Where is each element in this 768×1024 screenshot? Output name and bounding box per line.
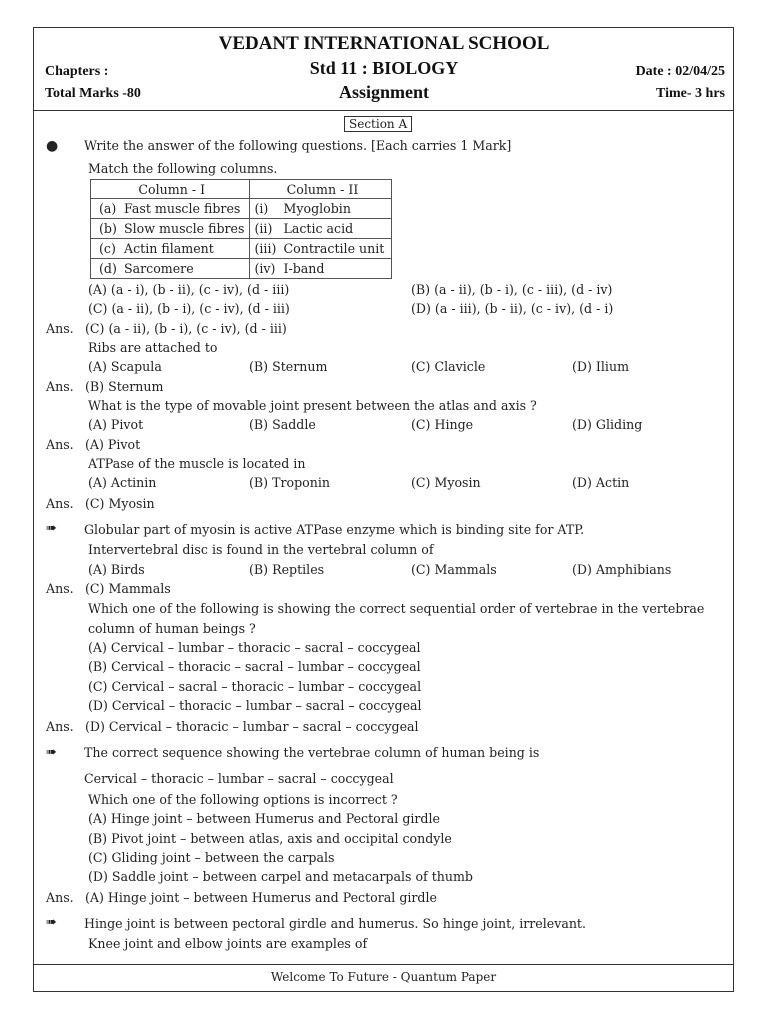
q5-option-a: (A) Birds [88, 562, 145, 577]
q3-question: What is the type of movable joint present between the atlas and axis ? [88, 398, 537, 413]
table-row: (d) Sarcomere (iv) I-band [91, 259, 392, 279]
match-table [90, 179, 392, 279]
q6-option-d: (D) Cervical – thoracic – lumbar – sacral – coccygeal [88, 698, 422, 713]
arrow-icon: ➠ [46, 915, 57, 930]
q4-option-c: (C) Myosin [411, 475, 481, 490]
q4-answer: (C) Myosin [85, 496, 155, 511]
q2-option-c: (C) Clavicle [411, 359, 486, 374]
q3-option-b: (B) Saddle [249, 417, 316, 432]
q6-note-line2: Cervical – thoracic – lumbar – sacral – coccygeal [84, 771, 394, 786]
arrow-icon: ➠ [46, 745, 57, 760]
table-row: (b) Slow muscle fibres (ii) Lactic acid [91, 219, 392, 239]
q7-option-a: (A) Hinge joint – between Humerus and Pectoral girdle [88, 811, 440, 826]
footer-text: Welcome To Future - Quantum Paper [270, 970, 497, 984]
q4-option-d: (D) Actin [572, 475, 630, 490]
ans-label: Ans. [46, 719, 74, 734]
q6-option-b: (B) Cervical – thoracic – sacral – lumbar – coccygeal [88, 659, 421, 674]
q4-question: ATPase of the muscle is located in [88, 456, 306, 471]
school-name: VEDANT INTERNATIONAL SCHOOL [218, 33, 550, 54]
q3-option-d: (D) Gliding [572, 417, 643, 432]
q1-question: Match the following columns. [88, 161, 278, 176]
q5-option-b: (B) Reptiles [249, 562, 325, 577]
q7-note: Hinge joint is between pectoral girdle and humerus. So hinge joint, irrelevant. [84, 916, 586, 931]
col1-header: Column - I [91, 180, 250, 199]
q6-question-line2: column of human beings ? [88, 621, 256, 636]
q5-answer: (C) Mammals [85, 581, 171, 596]
q8-question: Knee joint and elbow joints are examples of [88, 936, 368, 951]
section-label: Section A [344, 116, 412, 132]
date: Date : 02/04/25 [635, 64, 725, 79]
q2-option-d: (D) Ilium [572, 359, 630, 374]
assignment-title: Assignment [338, 82, 429, 102]
ans-label: Ans. [46, 379, 74, 394]
q1-option-d: (D) (a - iii), (b - ii), (c - iv), (d - i) [411, 301, 614, 316]
q7-answer: (A) Hinge joint – between Humerus and Pectoral girdle [85, 890, 437, 905]
q7-option-b: (B) Pivot joint – between atlas, axis and occipital condyle [88, 831, 452, 846]
q2-option-a: (A) Scapula [88, 359, 162, 374]
table-row: (c) Actin filament (iii) Contractile unit [91, 239, 392, 259]
q7-question: Which one of the following options is incorrect ? [88, 792, 398, 807]
instruction: Write the answer of the following questions. [Each carries 1 Mark] [84, 138, 512, 153]
q6-answer: (D) Cervical – thoracic – lumbar – sacral – coccygeal [85, 719, 419, 734]
footer-divider [33, 964, 734, 965]
ans-label: Ans. [46, 496, 74, 511]
ans-label: Ans. [46, 321, 74, 336]
q5-option-d: (D) Amphibians [572, 562, 672, 577]
q3-option-a: (A) Pivot [88, 417, 144, 432]
header-divider [33, 110, 734, 111]
q6-option-a: (A) Cervical – lumbar – thoracic – sacral – coccygeal [88, 640, 421, 655]
arrow-icon: ➠ [46, 521, 57, 536]
q3-option-c: (C) Hinge [411, 417, 474, 432]
time: Time- 3 hrs [656, 86, 725, 101]
q2-question: Ribs are attached to [88, 340, 218, 355]
q7-option-d: (D) Saddle joint – between carpel and metacarpals of thumb [88, 869, 473, 884]
q2-answer: (B) Sternum [85, 379, 164, 394]
q1-option-c: (C) (a - ii), (b - i), (c - iv), (d - iii) [88, 301, 290, 316]
q4-option-a: (A) Actinin [88, 475, 157, 490]
q2-option-b: (B) Sternum [249, 359, 328, 374]
std-subject: Std 11 : BIOLOGY [309, 58, 459, 78]
q4-option-b: (B) Troponin [249, 475, 330, 490]
q7-option-c: (C) Gliding joint – between the carpals [88, 850, 335, 865]
table-row: (a) Fast muscle fibres (i) Myoglobin [91, 199, 392, 219]
col2-header: Column - II [250, 180, 392, 199]
chapters-label: Chapters : [45, 64, 109, 79]
ans-label: Ans. [46, 437, 74, 452]
q6-question-line1: Which one of the following is showing the correct sequential order of vertebrae in the vertebrae [88, 601, 705, 616]
q1-option-b: (B) (a - ii), (b - i), (c - iii), (d - iv) [411, 282, 613, 297]
ans-label: Ans. [46, 581, 74, 596]
q1-answer: (C) (a - ii), (b - i), (c - iv), (d - iii) [85, 321, 287, 336]
q3-answer: (A) Pivot [85, 437, 141, 452]
q6-note-line1: The correct sequence showing the vertebrae column of human being is [84, 745, 540, 760]
ans-label: Ans. [46, 890, 74, 905]
total-marks: Total Marks -80 [45, 86, 141, 101]
q6-option-c: (C) Cervical – sacral – thoracic – lumbar – coccygeal [88, 679, 422, 694]
bullet-icon: ● [46, 138, 59, 154]
q1-option-a: (A) (a - i), (b - ii), (c - iv), (d - iii) [88, 282, 290, 297]
q5-option-c: (C) Mammals [411, 562, 497, 577]
q5-question: Intervertebral disc is found in the vertebral column of [88, 542, 434, 557]
q4-note: Globular part of myosin is active ATPase enzyme which is binding site for ATP. [84, 522, 585, 537]
